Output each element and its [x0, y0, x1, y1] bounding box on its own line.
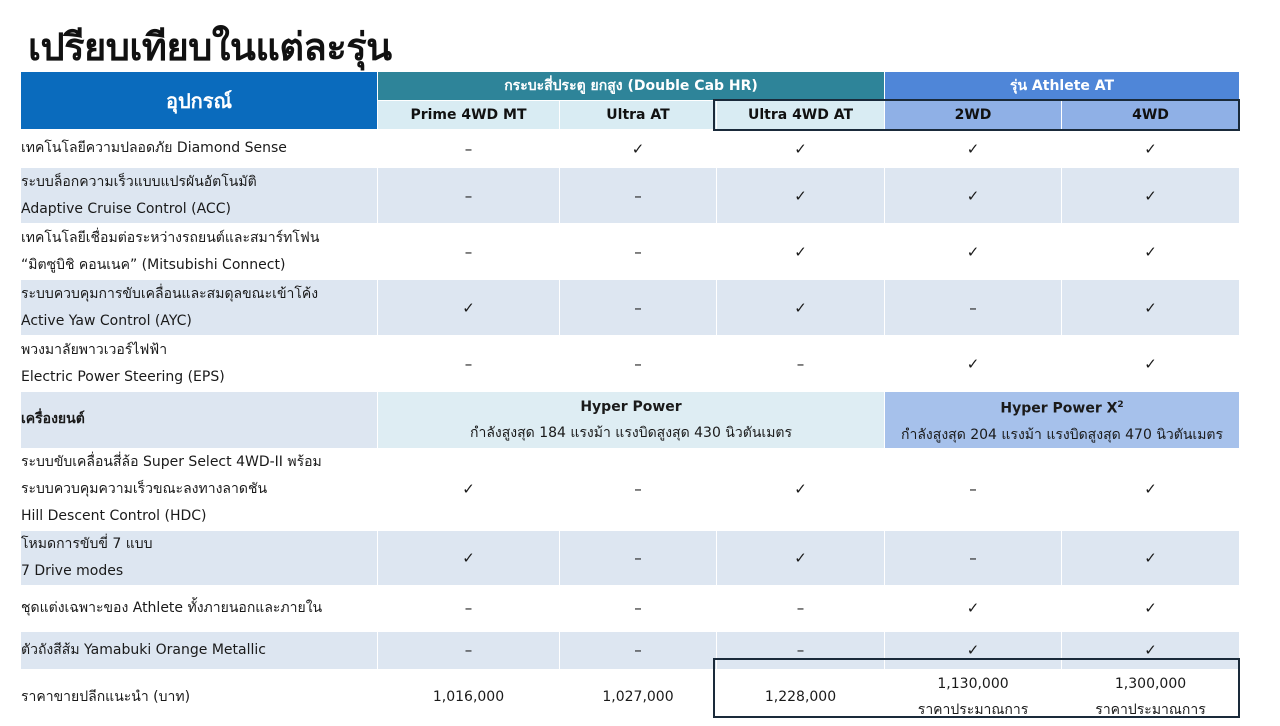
model-header-athlete-4wd: 4WD: [1062, 101, 1240, 130]
check-icon-ultra-4wd-at: ✓: [717, 530, 885, 585]
dash-prime-4wd-mt: –: [378, 631, 560, 669]
feature-name: [21, 631, 378, 669]
feature-row: [21, 130, 1240, 168]
engine-hyper-power-spec: กำลังสูงสุด 184 แรงม้า แรงบิดสูงสุด 430 นิวตันเมตร: [470, 424, 793, 441]
dash-ultra-at: –: [560, 530, 717, 585]
price-athlete-2wd-cell: [885, 669, 1062, 725]
price-label: ราคาขายปลีกแนะนำ (บาท): [21, 669, 378, 725]
dash-prime-4wd-mt: –: [378, 168, 560, 224]
price-athlete-2wd-note: ราคาประมาณการ: [917, 702, 1029, 719]
dash-prime-4wd-mt: –: [378, 130, 560, 168]
dash-ultra-at: –: [560, 336, 717, 392]
feature-name: [21, 168, 378, 224]
feature-name: [21, 224, 378, 280]
check-icon-ultra-4wd-at: ✓: [717, 280, 885, 336]
feature-row: [21, 280, 1240, 336]
model-header-ultra-4wd-at: Ultra 4WD AT: [717, 101, 885, 130]
dash-ultra-at: –: [560, 585, 717, 631]
check-icon-athlete-4wd: ✓: [1062, 585, 1240, 631]
check-icon-athlete-2wd: ✓: [885, 168, 1062, 224]
feature-row: [21, 585, 1240, 631]
check-icon-athlete-4wd: ✓: [1062, 224, 1240, 280]
dash-prime-4wd-mt: –: [378, 585, 560, 631]
engine-superscript: 2: [1117, 400, 1124, 410]
check-icon-athlete-4wd: ✓: [1062, 280, 1240, 336]
feature-name-line: ระบบขับเคลื่อนสี่ล้อ Super Select 4WD-II พร้อม: [21, 453, 322, 470]
check-icon-ultra-4wd-at: ✓: [717, 224, 885, 280]
feature-name-line: 7 Drive modes: [21, 562, 124, 579]
engine-label: เครื่องยนต์: [21, 392, 378, 449]
dash-athlete-2wd: –: [885, 448, 1062, 530]
feature-name-line: Electric Power Steering (EPS): [21, 368, 225, 385]
price-athlete-4wd-note: ราคาประมาณการ: [1095, 702, 1206, 719]
dash-ultra-4wd-at: –: [717, 336, 885, 392]
dash-athlete-2wd: –: [885, 530, 1062, 585]
engine-hyper-power-name: Hyper Power: [580, 398, 682, 415]
feature-name-line: ชุดแต่งเฉพาะของ Athlete ทั้งภายนอกและภายใน: [21, 599, 323, 616]
check-icon-ultra-4wd-at: ✓: [717, 130, 885, 168]
price-athlete-4wd-cell: [1062, 669, 1240, 725]
check-icon-ultra-4wd-at: ✓: [717, 448, 885, 530]
page-title: เปรียบเทียบในแต่ละรุ่น: [28, 25, 392, 69]
dash-prime-4wd-mt: –: [378, 336, 560, 392]
comparison-table: [20, 71, 1240, 726]
dash-ultra-at: –: [560, 631, 717, 669]
dash-prime-4wd-mt: –: [378, 224, 560, 280]
check-icon-athlete-2wd: ✓: [885, 631, 1062, 669]
feature-name-line: เทคโนโลยีความปลอดภัย Diamond Sense: [21, 140, 287, 156]
equipment-header: อุปกรณ์: [21, 72, 378, 130]
check-icon-athlete-2wd: ✓: [885, 224, 1062, 280]
group-header-double-cab: กระบะสี่ประตู ยกสูง (Double Cab HR): [378, 72, 885, 101]
dash-athlete-2wd: –: [885, 280, 1062, 336]
check-icon-athlete-4wd: ✓: [1062, 336, 1240, 392]
feature-name-line: Adaptive Cruise Control (ACC): [21, 200, 231, 217]
dash-ultra-4wd-at: –: [717, 631, 885, 669]
check-icon-prime-4wd-mt: ✓: [378, 280, 560, 336]
feature-name: [21, 585, 378, 631]
check-icon-ultra-at: ✓: [560, 130, 717, 168]
feature-name-line: Hill Descent Control (HDC): [21, 507, 207, 524]
dash-ultra-at: –: [560, 168, 717, 224]
feature-name: [21, 130, 378, 168]
feature-name-line: ระบบควบคุมการขับเคลื่อนและสมดุลขณะเข้าโค้ง: [21, 285, 319, 302]
check-icon-athlete-4wd: ✓: [1062, 631, 1240, 669]
feature-name-line: “มิตซูบิชิ คอนเนค” (Mitsubishi Connect): [21, 256, 286, 273]
dash-ultra-at: –: [560, 280, 717, 336]
feature-name-line: ระบบล็อกความเร็วแบบแปรผันอัตโนมัติ: [21, 173, 257, 190]
feature-name-line: Active Yaw Control (AYC): [21, 312, 192, 329]
dash-ultra-4wd-at: –: [717, 585, 885, 631]
feature-name: [21, 530, 378, 585]
feature-row: [21, 168, 1240, 224]
feature-row: [21, 336, 1240, 392]
feature-name-line: พวงมาลัยพาวเวอร์ไฟฟ้า: [21, 341, 168, 358]
model-header-prime-4wd-mt: Prime 4WD MT: [378, 101, 560, 130]
feature-row: [21, 224, 1240, 280]
check-icon-athlete-4wd: ✓: [1062, 168, 1240, 224]
dash-ultra-at: –: [560, 224, 717, 280]
check-icon-athlete-4wd: ✓: [1062, 530, 1240, 585]
feature-name: [21, 448, 378, 530]
check-icon-athlete-2wd: ✓: [885, 336, 1062, 392]
check-icon-ultra-4wd-at: ✓: [717, 168, 885, 224]
price-ultra-at: 1,027,000: [560, 669, 717, 725]
feature-name-line: ตัวถังสีส้ม Yamabuki Orange Metallic: [21, 641, 266, 658]
feature-row: [21, 530, 1240, 585]
feature-name-line: ระบบควบคุมความเร็วขณะลงทางลาดชัน: [21, 480, 268, 497]
feature-row: [21, 631, 1240, 669]
dash-ultra-at: –: [560, 448, 717, 530]
check-icon-athlete-2wd: ✓: [885, 585, 1062, 631]
check-icon-athlete-2wd: ✓: [885, 130, 1062, 168]
check-icon-prime-4wd-mt: ✓: [378, 448, 560, 530]
feature-name: [21, 280, 378, 336]
model-header-athlete-2wd: 2WD: [885, 101, 1062, 130]
price-ultra-4wd-at: 1,228,000: [717, 669, 885, 725]
engine-hyper-power-x2-spec: กำลังสูงสุด 204 แรงม้า แรงบิดสูงสุด 470 นิวตันเมตร: [901, 426, 1224, 443]
engine-hyper-power-x2-cell: [885, 392, 1240, 449]
check-icon-athlete-4wd: ✓: [1062, 130, 1240, 168]
feature-row: [21, 448, 1240, 530]
engine-hyper-power-cell: [378, 392, 885, 449]
feature-name: [21, 336, 378, 392]
feature-name-line: เทคโนโลยีเชื่อมต่อระหว่างรถยนต์และสมาร์ทโฟน: [21, 229, 320, 246]
feature-name-line: โหมดการขับขี่ 7 แบบ: [21, 535, 153, 552]
price-prime-4wd-mt: 1,016,000: [378, 669, 560, 725]
check-icon-athlete-4wd: ✓: [1062, 448, 1240, 530]
check-icon-prime-4wd-mt: ✓: [378, 530, 560, 585]
model-header-ultra-at: Ultra AT: [560, 101, 717, 130]
price-athlete-4wd: 1,300,000: [1114, 676, 1187, 693]
price-athlete-2wd: 1,130,000: [937, 676, 1009, 693]
engine-hyper-power-x2-name: Hyper Power X: [1000, 400, 1118, 417]
group-header-athlete: รุ่น Athlete AT: [885, 72, 1240, 101]
